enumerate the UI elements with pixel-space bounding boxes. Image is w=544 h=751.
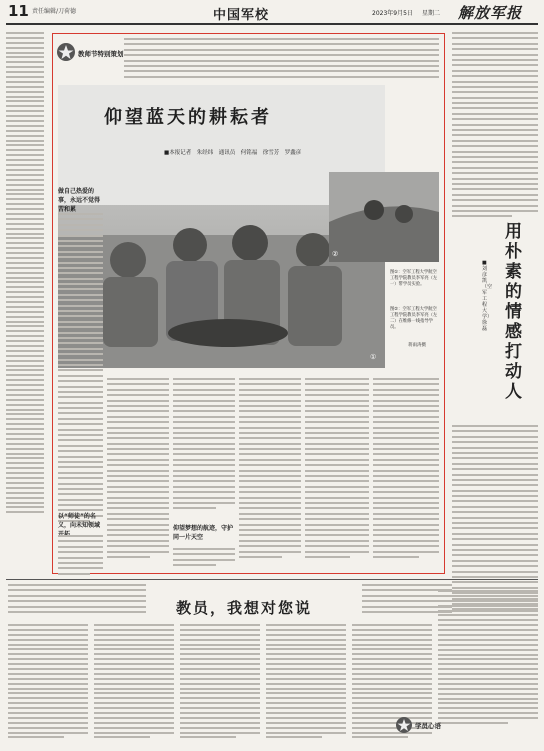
photo-cockpit [329, 172, 439, 262]
feature-col5-text [305, 378, 369, 561]
bottom-col-1 [8, 624, 88, 741]
bottom-col-3 [180, 624, 260, 741]
subhead-3: 仰望梦想的航迹，守护同一片天空 [173, 525, 234, 541]
feature-col3-text-b [173, 548, 235, 570]
right-column-text-top [452, 32, 538, 221]
corner-label: 学员心语 [415, 722, 441, 730]
left-column-text [6, 32, 44, 516]
corner-badge [395, 716, 445, 736]
photo-mark-2: ② [332, 250, 339, 258]
page-header [0, 0, 544, 27]
plan-tag [56, 42, 124, 64]
masthead-logo: 解放军报 [458, 4, 523, 22]
photo-caption-2: 图②：空军工程大学航空工程学院教员李军亮（左二）在维修一线指导学员。 [390, 307, 438, 330]
corner-star-icon [395, 716, 413, 734]
bottom-lead-left [8, 584, 146, 616]
right-column-author: ■刘彦凯（空军工程大学） 徐 磊 [482, 260, 495, 332]
page-number: 11 [8, 2, 29, 20]
photo-credit: 蒋雨涛摄 [408, 343, 426, 348]
bottom-col-2 [94, 624, 174, 741]
plan-tag-label: 教师节特别策划 [78, 50, 124, 58]
photo-cockpit-scene [329, 172, 439, 262]
feature-col4-text [239, 378, 301, 561]
editor-credit: 责任编辑/刀荷德 [32, 8, 77, 15]
bottom-col-4 [266, 624, 346, 741]
photo-caption-1: 图①：空军工程大学航空工程学院教员李军亮（左一）带学员实验。 [390, 270, 438, 287]
subhead-1: 做自己热爱的事，永远不觉得苦和累 [58, 188, 101, 213]
section-title: 中国军校 [213, 8, 270, 23]
feature-lead-text [124, 38, 439, 81]
issue-date: 2023年9月5日 [372, 10, 413, 17]
photo-mark-1: ① [370, 353, 377, 361]
subhead-2: 以“师徒”的名义，向未知领域 [58, 513, 101, 529]
bottom-section-title: 教员，我想对您说 [176, 599, 313, 617]
bottom-col-6 [438, 590, 538, 727]
feature-col1-text-b [58, 535, 103, 578]
bottom-divider [6, 579, 538, 580]
issue-weekday: 星期二 [422, 10, 441, 17]
feature-col2-text [107, 378, 169, 561]
feature-col6-text [373, 378, 439, 561]
feature-col1-text-a [58, 213, 103, 526]
feature-byline: ■本报记者 朱经纬 通讯员 何铭福 徐雪芳 罗鑫彦 [164, 150, 302, 156]
header-rule [6, 23, 538, 25]
star-emblem-icon [56, 42, 76, 62]
feature-col3-text-a [173, 378, 235, 513]
right-column-title: 用朴素的情感打动人 [505, 222, 522, 402]
feature-title: 仰望蓝天的耕耘者 [104, 107, 272, 128]
